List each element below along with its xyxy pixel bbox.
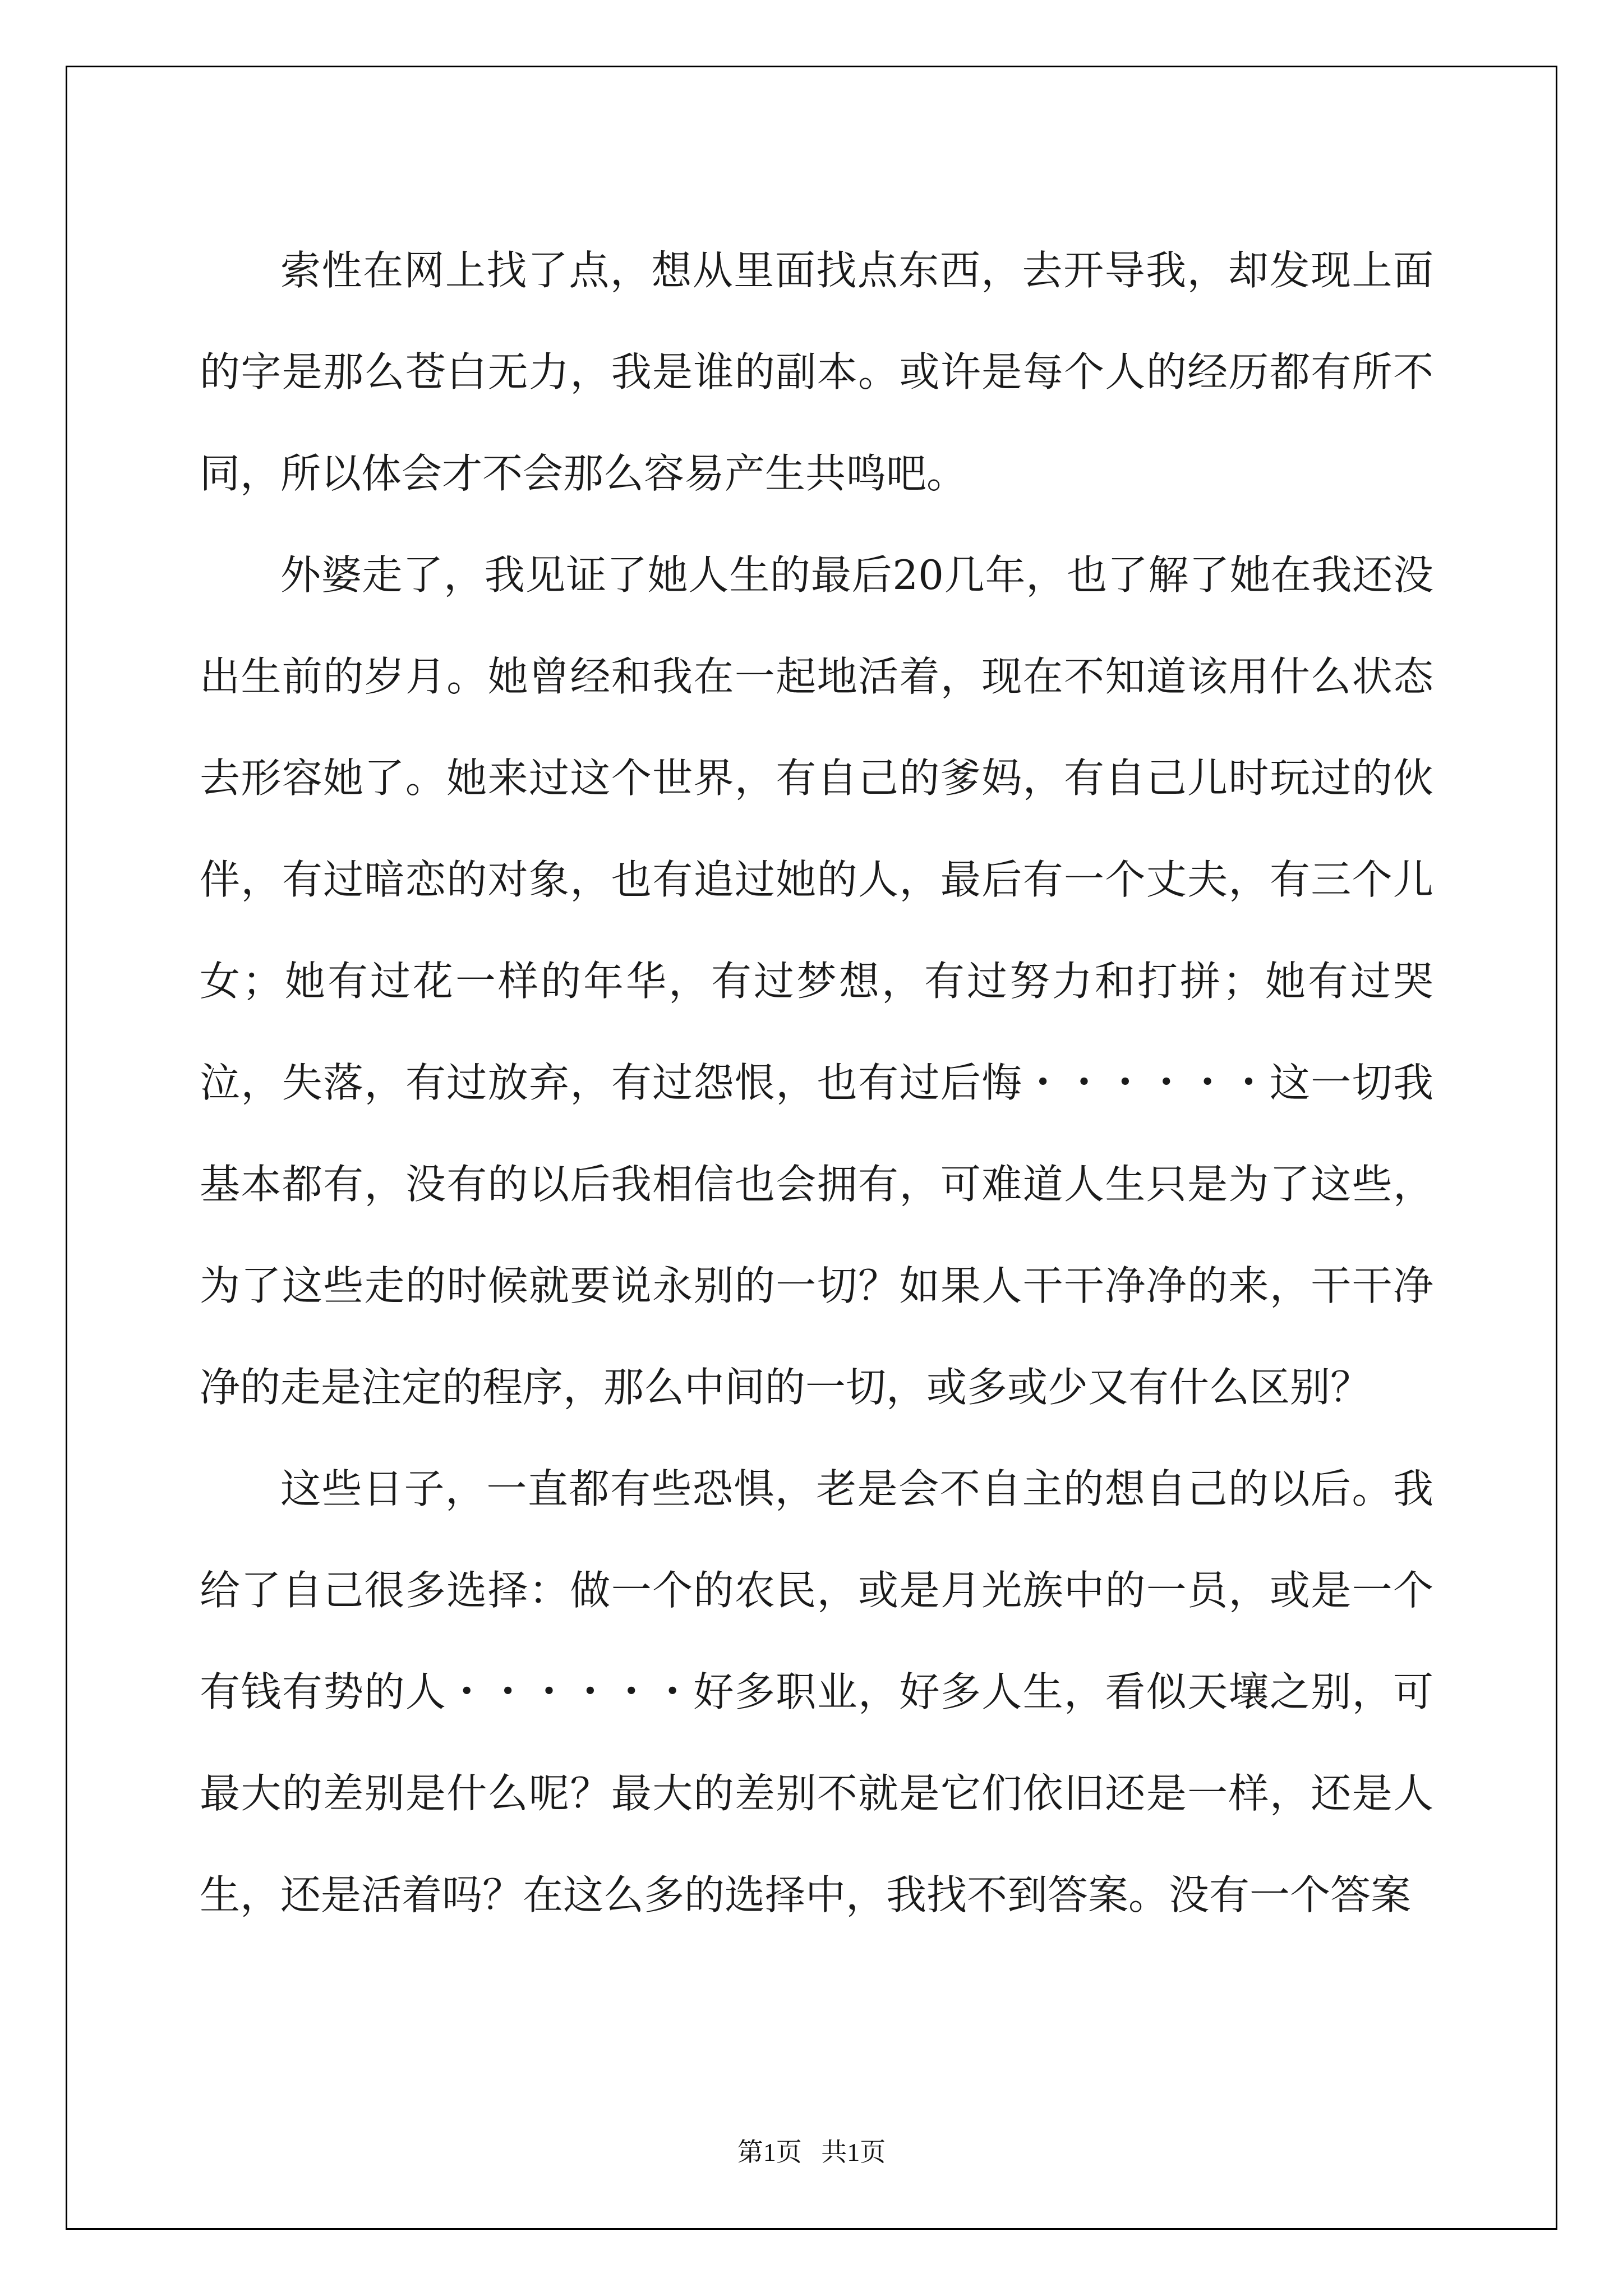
paragraph-1: 索性在网上找了点，想从里面找点东西，去开导我，却发现上面的字是那么苍白无力，我是谁的副本。或许是每个人的经历都有所不同，所以体会才不会那么容易产生共鸣吧。 <box>200 247 1433 497</box>
page-footer: 第1页 共1页 <box>737 2138 886 2166</box>
paragraph-3: 这些日子，一直都有些恐惧，老是会不自主的想自己的以后。我给了自己很多选择：做一个的农民，或是月光族中的一员，或是一个有钱有势的人・・・・・・好多职业，好多人生，看似天壤之别，可最大的差别是什么呢？最大的差别不就是它们依旧还是一样，还是人生，还是活着吗？在这么多的选择中，我找不到答案。没有一个答案 <box>200 1465 1433 1918</box>
paragraph-2: 外婆走了，我见证了她人生的最后20几年，也了解了她在我还没出生前的岁月。她曾经和我在一起地活着，现在不知道该用什么状态去形容她了。她来过这个世界，有自己的爹妈，有自己儿时玩过的伙伴，有过暗恋的对象，也有追过她的人，最后有一个丈夫，有三个儿女；她有过花一样的年华，有过梦想，有过努力和打拼；她有过哭泣，失落，有过放弃，有过怨恨，也有过后悔・・・・・・这一切我基本都有，没有的以后我相信也会拥有，可难道人生只是为了这些，为了这些走的时候就要说永别的一切？如果人干干净净的来，干干净净的走是注定的程序，那么中间的一切，或多或少又有什么区别？ <box>200 551 1433 1411</box>
document-body <box>200 220 1433 1946</box>
